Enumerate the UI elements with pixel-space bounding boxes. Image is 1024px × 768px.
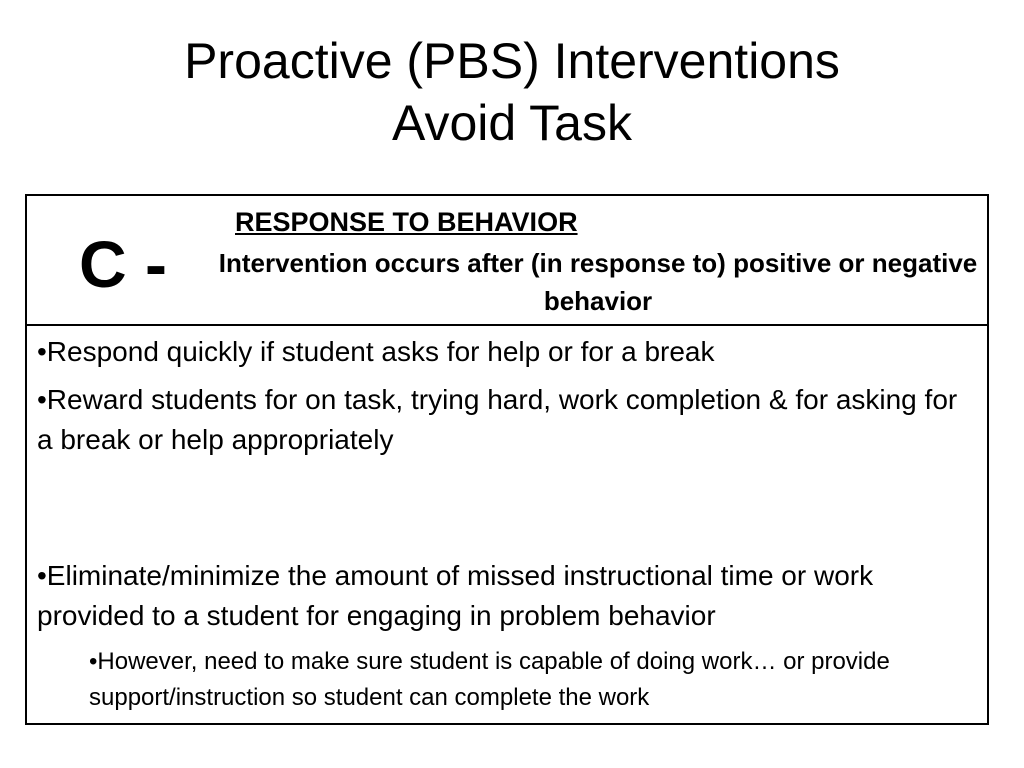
- content-box: [25, 194, 989, 725]
- bullet-eliminate-minimize: •Eliminate/minimize the amount of missed instructional time or work provided to a student for engaging in problem behavior: [37, 560, 874, 631]
- sub-bullet-capable: •However, need to make sure student is capable of doing work… or provide support/instruction so student can complete the work: [89, 648, 890, 711]
- c-label: C -: [79, 227, 167, 301]
- box-body: [37, 332, 977, 716]
- bullet-respond-quickly: •Respond quickly if student asks for help or for a break: [37, 336, 715, 367]
- slide-title-line-2: Avoid Task: [392, 95, 632, 151]
- response-heading: RESPONSE TO BEHAVIOR: [235, 207, 578, 237]
- box-header: [27, 196, 987, 326]
- slide-title-line-1: Proactive (PBS) Interventions: [184, 33, 840, 89]
- slide-title: [0, 30, 1024, 154]
- response-description: Intervention occurs after (in response to) positive or negative behavior: [218, 248, 978, 316]
- bullet-reward-students: •Reward students for on task, trying hard, work completion & for asking for a break or help appropriately: [37, 384, 958, 455]
